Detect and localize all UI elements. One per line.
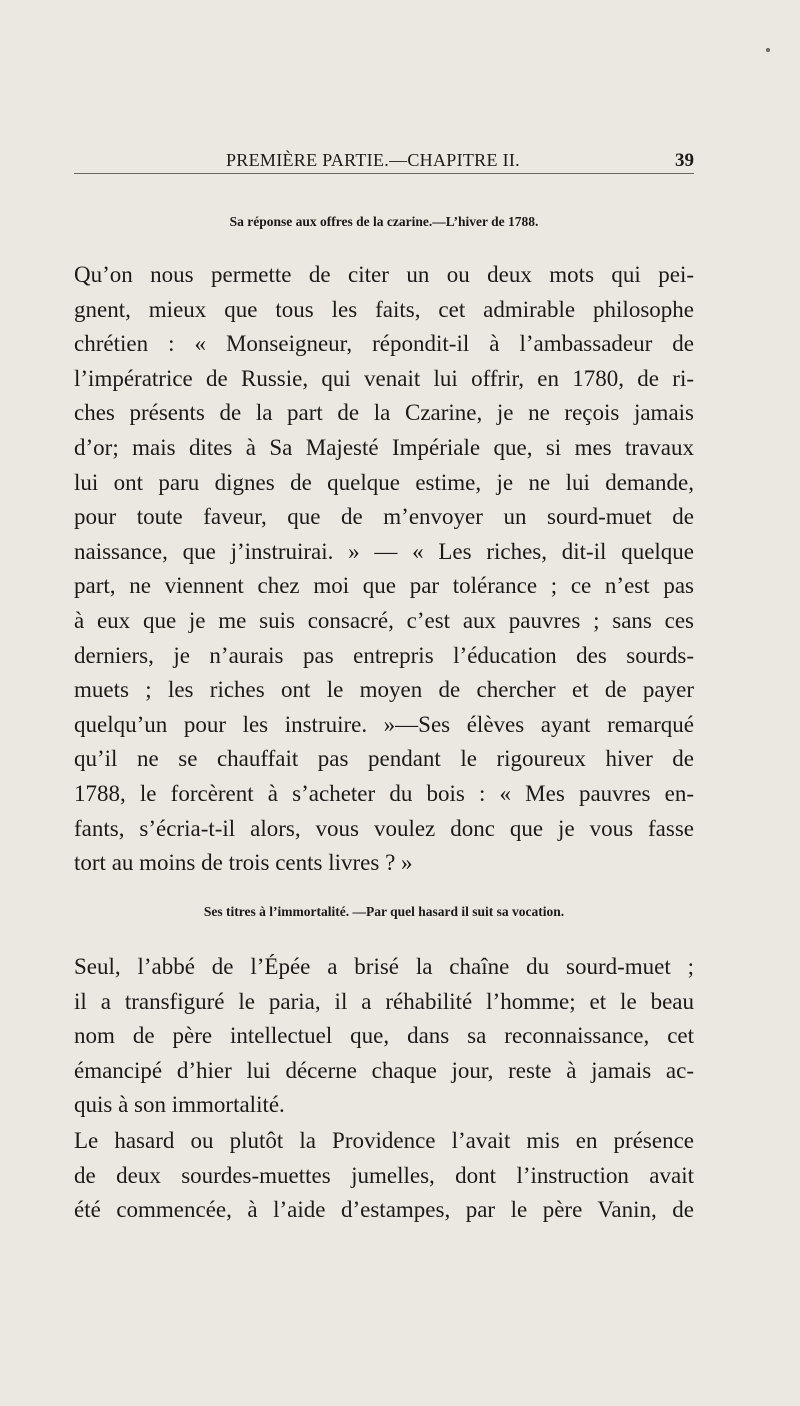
- paragraph: [74, 950, 694, 1123]
- text-line: Le hasard ou plutôt la Providence l’avait mis en présence: [74, 1128, 694, 1153]
- text-line: 1788, le forcèrent à s’acheter du bois : « Mes pauvres en-: [74, 780, 694, 806]
- section-summary: Ses titres à l’immortalité. —Par quel hasard il suit sa vocation.: [203, 904, 565, 919]
- text-line: émancipé d’hier lui décerne chaque jour, reste à jamais ac-: [74, 1057, 694, 1083]
- text-line: derniers, je n’aurais pas entrepris l’éducation des sourds-: [74, 642, 694, 668]
- page-speck: [766, 48, 770, 52]
- paragraph: [74, 258, 694, 881]
- text-line: d’or; mais dites à Sa Majesté Impériale que, si mes travaux: [74, 434, 694, 460]
- text-line: été commencée, à l’aide d’estampes, par le père Vanin, de: [74, 1197, 694, 1223]
- section-summary: Sa réponse aux offres de la czarine.—L’hiver de 1788.: [229, 214, 539, 229]
- page-number: 39: [675, 150, 694, 171]
- text-line: tort au moins de trois cents livres ? »: [74, 850, 413, 876]
- text-line: gnent, mieux que tous les faits, cet admirable philosophe: [74, 296, 694, 322]
- text-line: muets ; les riches ont le moyen de chercher et de payer: [74, 677, 694, 703]
- running-title: PREMIÈRE PARTIE.—CHAPITRE II.: [226, 150, 520, 170]
- text-line: à eux que je me suis consacré, c’est aux pauvres ; sans ces: [74, 607, 694, 633]
- text-line: part, ne viennent chez moi que par tolérance ; ce n’est pas: [74, 573, 694, 599]
- text-line: chrétien : « Monseigneur, répondit-il à l’ambassadeur de: [74, 331, 694, 357]
- text-line: qu’il ne se chauffait pas pendant le rigoureux hiver de: [74, 746, 694, 772]
- running-head: [74, 150, 694, 174]
- text-line: nom de père intellectuel que, dans sa reconnaissance, cet: [74, 1023, 694, 1049]
- text-line: pour toute faveur, que de m’envoyer un sourd-muet de: [74, 504, 694, 530]
- text-line: Seul, l’abbé de l’Épée a brisé la chaîne du sourd-muet ;: [74, 954, 694, 979]
- text-line: l’impératrice de Russie, qui venait lui offrir, en 1780, de ri-: [74, 365, 694, 391]
- text-line: Qu’on nous permette de citer un ou deux mots qui pei-: [74, 262, 694, 287]
- text-line: de deux sourdes-muettes jumelles, dont l’instruction avait: [74, 1162, 694, 1188]
- text-line: lui ont paru dignes de quelque estime, je ne lui demande,: [74, 469, 694, 495]
- text-line: ches présents de la part de la Czarine, je ne reçois jamais: [74, 400, 694, 426]
- text-line: quelqu’un pour les instruire. »—Ses élèves ayant remarqué: [74, 711, 694, 737]
- text-line: quis à son immortalité.: [74, 1092, 285, 1118]
- text-line: fants, s’écria-t-il alors, vous voulez donc que je vous fasse: [74, 815, 694, 841]
- text-line: il a transfiguré le paria, il a réhabilité l’homme; et le beau: [74, 988, 694, 1014]
- paragraph: [74, 1124, 694, 1228]
- text-line: naissance, que j’instruirai. » — « Les riches, dit-il quelque: [74, 538, 694, 564]
